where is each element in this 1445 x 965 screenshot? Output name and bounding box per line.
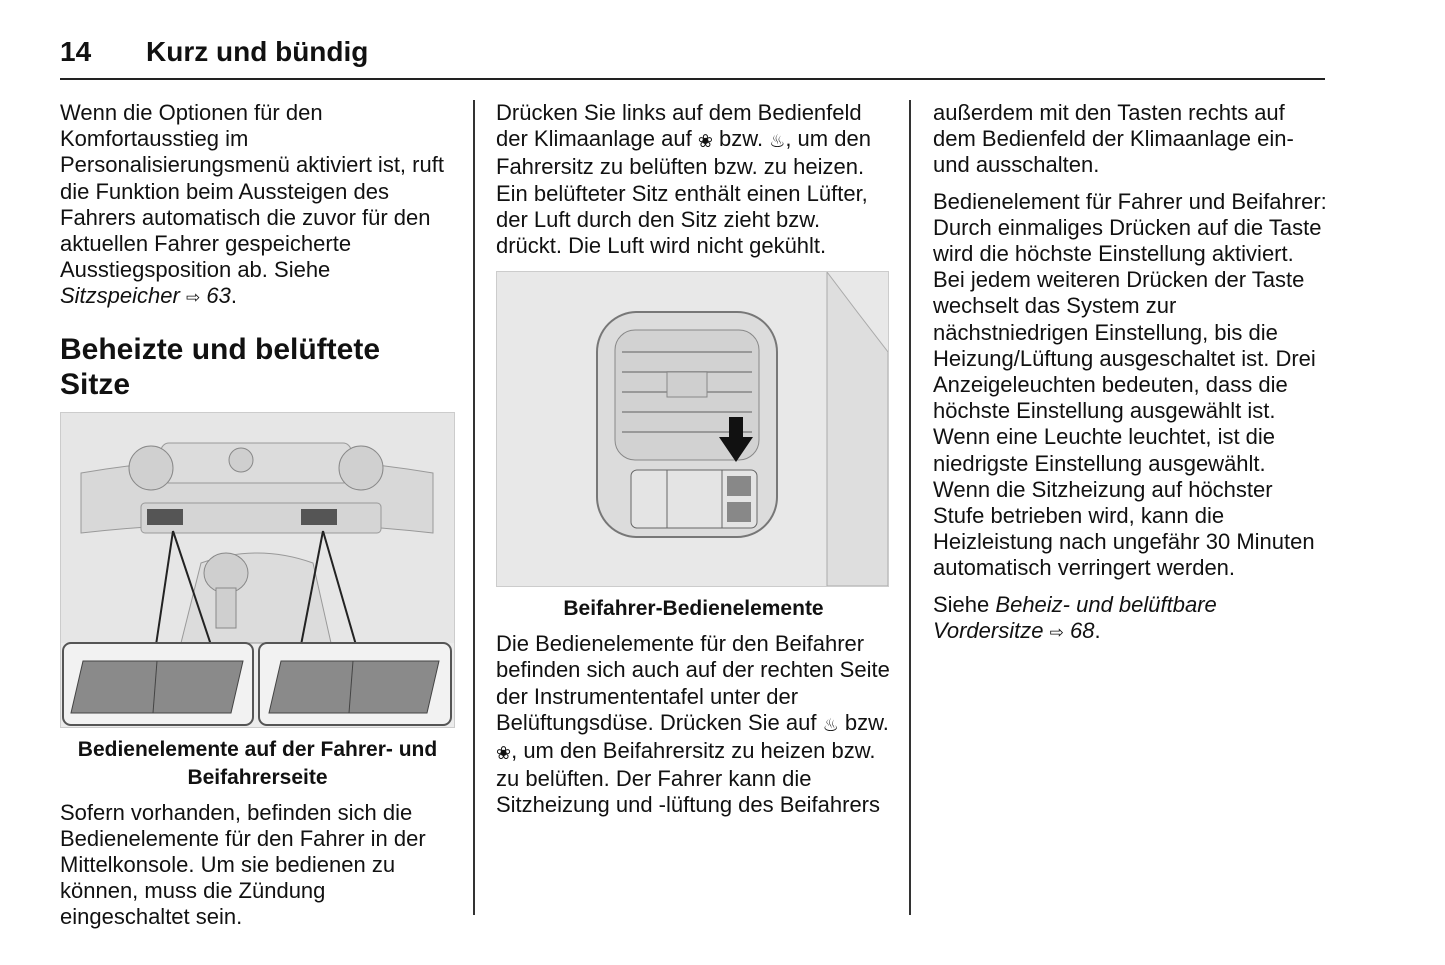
console-illustration bbox=[61, 413, 454, 727]
page-header bbox=[60, 36, 1325, 80]
reference-arrow-icon: ⇨ bbox=[1049, 622, 1064, 642]
column-3 bbox=[933, 100, 1328, 646]
column-2 bbox=[496, 100, 891, 819]
paragraph-driver-controls: Sofern vorhanden, befinden sich die Bedienelemente für den Fahrer in der Mittelkonsole. Um sie bedienen zu können, muss die Zündung eingeschaltet sein. bbox=[60, 799, 426, 930]
reference-arrow-icon: ⇨ bbox=[185, 288, 201, 308]
column-divider-1 bbox=[473, 100, 475, 915]
figure-passenger-controls bbox=[496, 271, 889, 587]
paragraph-control-behavior: Bedienelement für Fahrer und Beifahrer: Durch einmaliges Drücken auf die Taste wird die höchste Einstellung aktiviert. Bei jedem weiteren Drücken der Taste wechselt das System zur nächstniedrigen Einstellung, bis die Heizung/Lüftung ausgeschaltet ist. Drei Anzeigeleuchten bedeuten, dass die höchste Einstellung ausgewählt ist. Wenn eine Leuchte leuchtet, ist die niedrigste Einstellung ausgewählt. Wenn die Sitzheizung auf höchster Stufe betrieben wird, kann die Heizleistung nach ungefähr 30 Minuten automatisch verringert werden. bbox=[933, 188, 1327, 581]
paragraph-comfort-exit: Wenn die Optionen für den Komfortausstieg im Personalisierungsmenü aktiviert ist, ruft die Funktion beim Aussteigen des Fahrers automatisch die zuvor für den aktuellen Fahrer gespeicherte Ausstiegsposition ab. Siehe Sitzspeicher ⇨ 63. bbox=[60, 100, 444, 309]
page-ref-63[interactable]: 63 bbox=[206, 283, 231, 309]
section-heading: Beheizte und belüftete Sitze bbox=[60, 332, 381, 401]
paragraph-passenger-controls: Die Bedienelemente für den Beifahrer befinden sich auch auf der rechten Seite der Instrumententafel unter der Belüftungsdüse. Drücken Sie auf ♨ bzw. ❀, um den Beifahrersitz zu heizen bzw. zu belüften. Der Fahrer kann die Sitzheizung und -lüftung des Beifahrers bbox=[496, 631, 890, 818]
column-1 bbox=[60, 100, 455, 931]
link-sitzspeicher[interactable]: Sitzspeicher bbox=[60, 283, 180, 309]
heated-seat-icon: ♨ bbox=[769, 131, 786, 152]
paragraph-climate-control: Drücken Sie links auf dem Bedienfeld der Klimaanlage auf ❀ bzw. ♨, um den Fahrersitz zu belüften bzw. zu heizen. Ein belüfteter Sitz enthält einen Lüfter, der Luft durch den Sitz zieht bzw. drückt. Die Luft wird nicht gekühlt. bbox=[496, 100, 871, 259]
link-heated-ventilated-seats[interactable]: Beheiz- und belüftbare Vordersitze bbox=[933, 591, 1217, 643]
figure-driver-passenger-controls bbox=[60, 412, 455, 728]
paragraph-right-controls: außerdem mit den Tasten rechts auf dem Bedienfeld der Klimaanlage ein- und ausschalten. bbox=[933, 100, 1294, 178]
paragraph-see-also: Siehe Beheiz- und belüftbare Vordersitze ⇨ 68. bbox=[933, 591, 1217, 643]
ventilated-seat-icon: ❀ bbox=[496, 743, 512, 764]
column-divider-2 bbox=[909, 100, 911, 915]
figure-caption-2: Beifahrer-Bedienelemente bbox=[563, 597, 824, 621]
page-number: 14 bbox=[60, 36, 92, 67]
ventilated-seat-icon: ❀ bbox=[697, 131, 713, 152]
vent-illustration bbox=[497, 272, 888, 586]
page-title: Kurz und bündig bbox=[146, 36, 369, 67]
heated-seat-icon: ♨ bbox=[822, 714, 839, 735]
figure-caption-1: Bedienelemente auf der Fahrer- und Beifahrerseite bbox=[77, 737, 438, 789]
page-ref-68[interactable]: 68 bbox=[1069, 617, 1095, 643]
